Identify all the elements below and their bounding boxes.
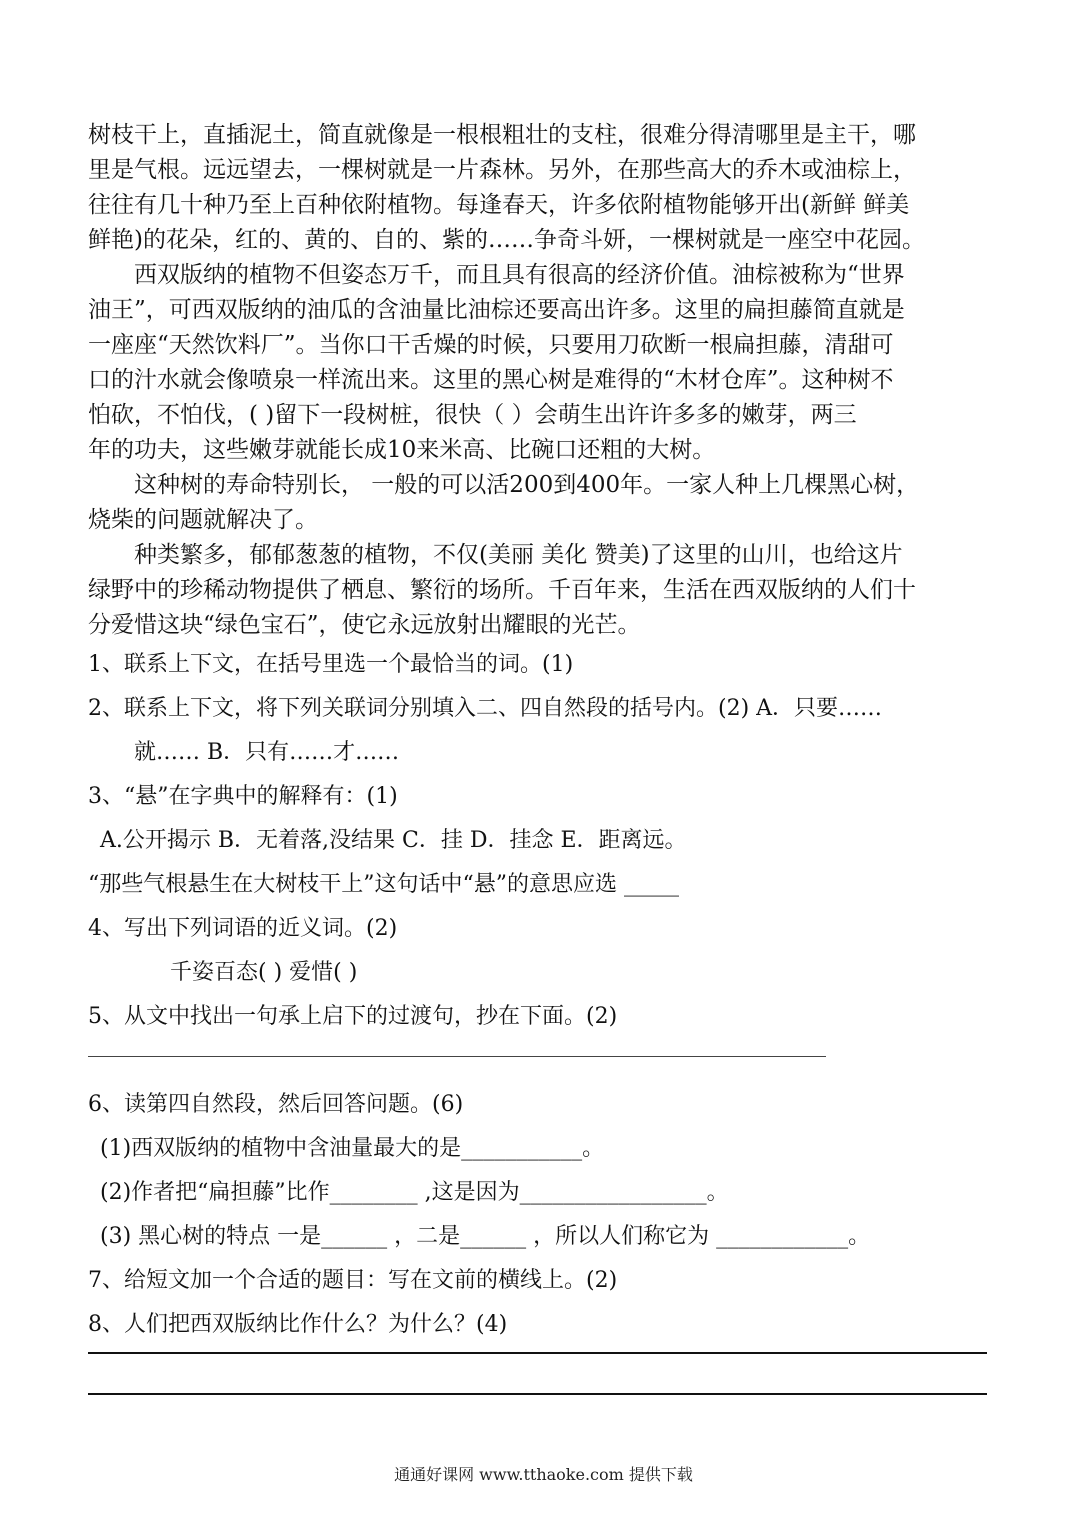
passage-line: 年的功夫，这些嫩芽就能长成10来米高、比碗口还粗的大树。 xyxy=(88,437,716,463)
question-1: 1、联系上下文，在括号里选一个最恰当的词。(1) xyxy=(88,652,574,677)
question-4: 4、写出下列词语的近义词。(2) xyxy=(88,916,398,941)
passage xyxy=(88,118,988,643)
passage-line: 树枝干上，直插泥土，简直就像是一根根粗壮的支柱，很难分得清哪里是主干，哪 xyxy=(88,122,916,148)
passage-line: 一座座“天然饮料厂”。当你口干舌燥的时候，只要用刀砍断一根扁担藤，清甜可 xyxy=(88,332,894,358)
passage-line: 里是气根。远远望去，一棵树就是一片森林。另外，在那些高大的乔木或油棕上， xyxy=(88,157,916,183)
passage-line: 口的汁水就会像喷泉一样流出来。这里的黑心树是难得的“木材仓库”。这种树不 xyxy=(88,367,894,393)
question-7: 7、给短文加一个合适的题目：写在文前的横线上。(2) xyxy=(88,1268,618,1293)
passage-line: 往往有几十种乃至上百种依附植物。每逢春天，许多依附植物能够开出(新鲜 鲜美 xyxy=(88,192,910,218)
passage-line: 绿野中的珍稀动物提供了栖息、繁衍的场所。千百年来，生活在西双版纳的人们十 xyxy=(88,577,916,603)
passage-line: 分爱惜这块“绿色宝石”，使它永远放射出耀眼的光芒。 xyxy=(88,612,641,638)
question-2: 2、联系上下文，将下列关联词分别填入二、四自然段的括号内。(2) A．只要…… xyxy=(88,696,883,721)
passage-line: 西双版纳的植物不但姿态万千，而且具有很高的经济价值。油棕被称为“世界 xyxy=(134,262,905,288)
worksheet-page xyxy=(88,118,988,1347)
answer-blank-line xyxy=(88,1056,826,1057)
question-5: 5、从文中找出一句承上启下的过渡句，抄在下面。(2) xyxy=(88,1004,618,1029)
passage-line: 种类繁多，郁郁葱葱的植物，不仅(美丽 美化 赞美)了这里的山川，也给这片 xyxy=(134,542,903,568)
passage-line: 这种树的寿命特别长， 一般的可以活200到400年。一家人种上几棵黑心树， xyxy=(134,472,920,498)
question-8: 8、人们把西双版纳比作什么？为什么？(4) xyxy=(88,1312,508,1337)
passage-line: 烧柴的问题就解决了。 xyxy=(88,507,318,533)
answer-line xyxy=(88,1393,987,1395)
answer-line xyxy=(88,1352,987,1354)
question-4-items: 千姿百态( ) 爱惜( ) xyxy=(170,960,358,985)
footer-credit: 通通好课网 www.tthaoke.com 提供下载 xyxy=(394,1465,693,1484)
questions xyxy=(88,643,988,1347)
passage-line: 鲜艳)的花朵，红的、黄的、自的、紫的……争奇斗妍，一棵树就是一座空中花园。 xyxy=(88,227,925,253)
question-3-prompt: “那些气根悬生在大树枝干上”这句话中“悬”的意思应选 _____ xyxy=(88,872,679,897)
passage-line: 油王”，可西双版纳的油瓜的含油量比油棕还要高出许多。这里的扁担藤简直就是 xyxy=(88,297,905,323)
question-6-3: (3) 黑心树的特点 一是______ ，二是______ ，所以人们称它为 ____________。 xyxy=(100,1224,871,1249)
question-3-options: A.公开揭示 B．无着落,没结果 C．挂 D．挂念 E．距离远。 xyxy=(100,828,687,853)
question-6-1: (1)西双版纳的植物中含油量最大的是___________。 xyxy=(100,1136,605,1161)
question-6: 6、读第四自然段，然后回答问题。(6) xyxy=(88,1092,464,1117)
answer-space xyxy=(88,1039,988,1083)
passage-line: 怕砍，不怕伐，( )留下一段树桩，很快（ ）会萌生出许许多多的嫩芽，两三 xyxy=(88,402,857,428)
question-2-continued: 就…… B．只有……才…… xyxy=(134,740,400,765)
question-3: 3、“悬”在字典中的解释有：(1) xyxy=(88,784,398,809)
question-6-2: (2)作者把“扁担藤”比作________ ,这是因为_________________。 xyxy=(100,1180,729,1205)
